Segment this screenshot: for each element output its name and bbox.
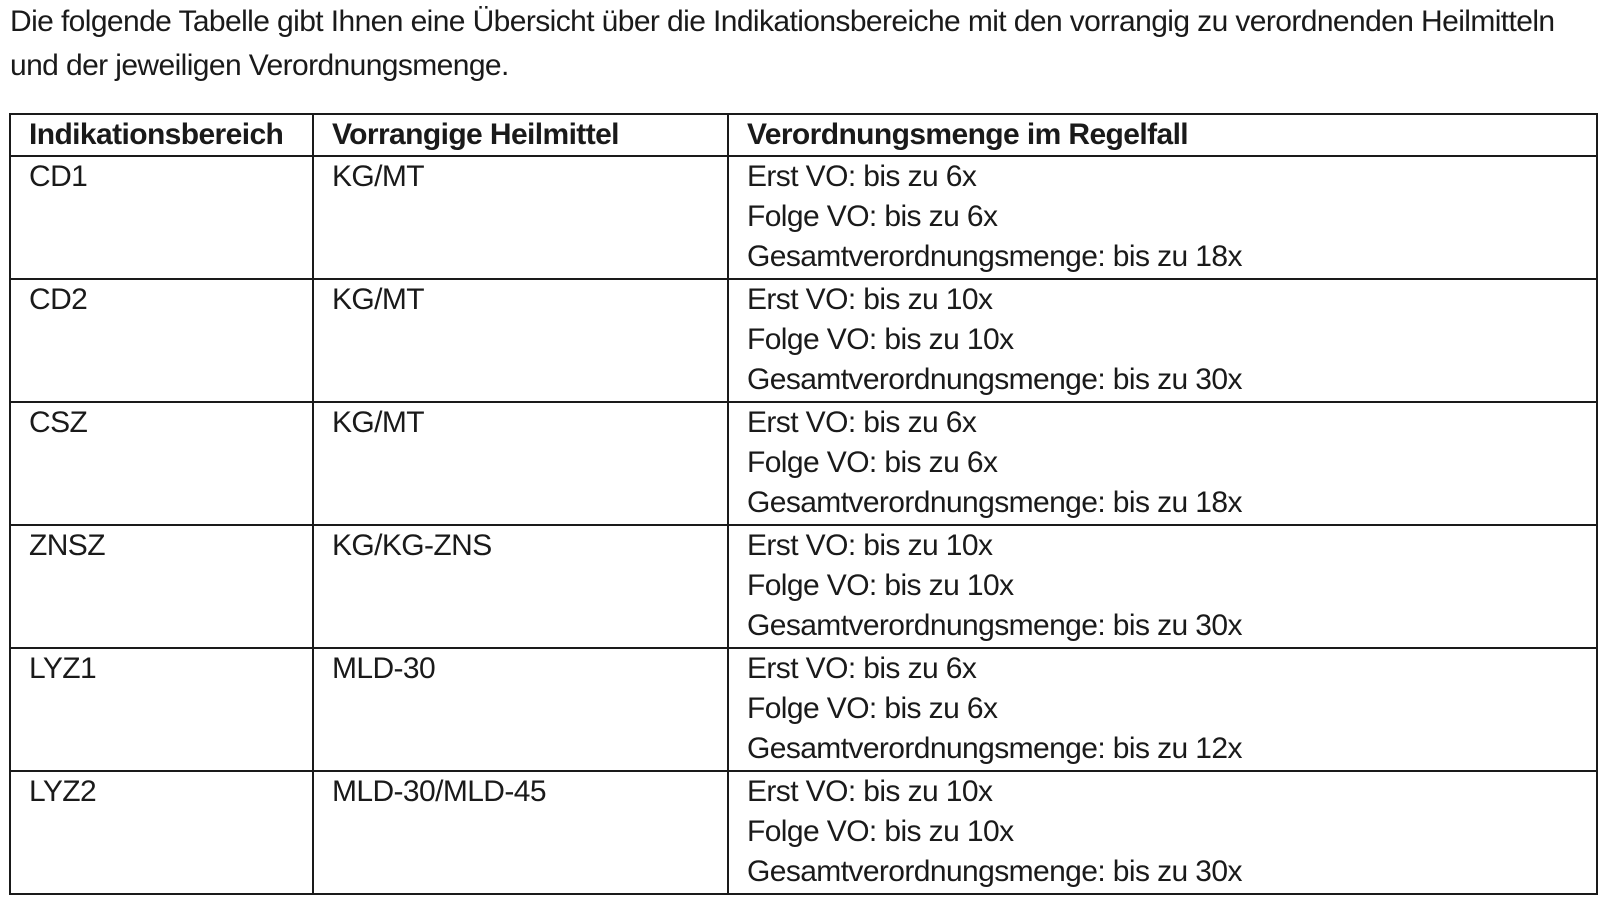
erst-vo-text: Erst VO: bis zu 6x [747, 652, 977, 685]
cell-verordnungsmenge [728, 156, 1597, 279]
cell-heilmittel: KG/KG-ZNS [313, 525, 728, 648]
gesamt-text: Gesamtverordnungsmenge: bis zu 18x [747, 486, 1242, 519]
cell-verordnungsmenge [728, 525, 1597, 648]
erst-vo-text: Erst VO: bis zu 10x [747, 283, 993, 316]
erst-vo-text: Erst VO: bis zu 6x [747, 160, 977, 193]
folge-vo-text: Folge VO: bis zu 6x [747, 692, 998, 725]
cell-verordnungsmenge [728, 648, 1597, 771]
gesamt-text: Gesamtverordnungsmenge: bis zu 18x [747, 240, 1242, 273]
cell-heilmittel: KG/MT [313, 402, 728, 525]
cell-indikationsbereich: CD2 [10, 279, 313, 402]
gesamt-text: Gesamtverordnungsmenge: bis zu 30x [747, 363, 1242, 396]
cell-verordnungsmenge [728, 771, 1597, 894]
intro-paragraph [10, 0, 1595, 88]
cell-indikationsbereich: ZNSZ [10, 525, 313, 648]
header-verordnungsmenge: Verordnungsmenge im Regelfall [728, 114, 1597, 156]
cell-verordnungsmenge [728, 402, 1597, 525]
folge-vo-text: Folge VO: bis zu 10x [747, 569, 1014, 602]
erst-vo-text: Erst VO: bis zu 10x [747, 529, 993, 562]
gesamt-text: Gesamtverordnungsmenge: bis zu 12x [747, 732, 1242, 765]
cell-heilmittel: KG/MT [313, 279, 728, 402]
table-row [10, 771, 1597, 894]
table-header-row [10, 114, 1597, 156]
header-indikationsbereich: Indikationsbereich [10, 114, 313, 156]
gesamt-text: Gesamtverordnungsmenge: bis zu 30x [747, 609, 1242, 642]
table-header [10, 114, 1597, 156]
intro-line-1: Die folgende Tabelle gibt Ihnen eine Übersicht über die Indikationsbereiche mit den vorrangig zu verordnenden Heilmitteln [10, 5, 1555, 38]
folge-vo-text: Folge VO: bis zu 6x [747, 446, 998, 479]
cell-indikationsbereich: LYZ2 [10, 771, 313, 894]
folge-vo-text: Folge VO: bis zu 10x [747, 323, 1014, 356]
cell-heilmittel: MLD-30/MLD-45 [313, 771, 728, 894]
table-row [10, 279, 1597, 402]
cell-heilmittel: MLD-30 [313, 648, 728, 771]
indication-table [9, 113, 1598, 895]
table-row [10, 648, 1597, 771]
table-row [10, 156, 1597, 279]
folge-vo-text: Folge VO: bis zu 6x [747, 200, 998, 233]
cell-heilmittel: KG/MT [313, 156, 728, 279]
folge-vo-text: Folge VO: bis zu 10x [747, 815, 1014, 848]
erst-vo-text: Erst VO: bis zu 10x [747, 775, 993, 808]
cell-verordnungsmenge [728, 279, 1597, 402]
cell-indikationsbereich: CD1 [10, 156, 313, 279]
intro-line-2: und der jeweiligen Verordnungsmenge. [10, 49, 509, 82]
table-body [10, 156, 1597, 894]
table-row [10, 402, 1597, 525]
table-row [10, 525, 1597, 648]
gesamt-text: Gesamtverordnungsmenge: bis zu 30x [747, 855, 1242, 888]
header-vorrangige-heilmittel: Vorrangige Heilmittel [313, 114, 728, 156]
cell-indikationsbereich: LYZ1 [10, 648, 313, 771]
cell-indikationsbereich: CSZ [10, 402, 313, 525]
erst-vo-text: Erst VO: bis zu 6x [747, 406, 977, 439]
